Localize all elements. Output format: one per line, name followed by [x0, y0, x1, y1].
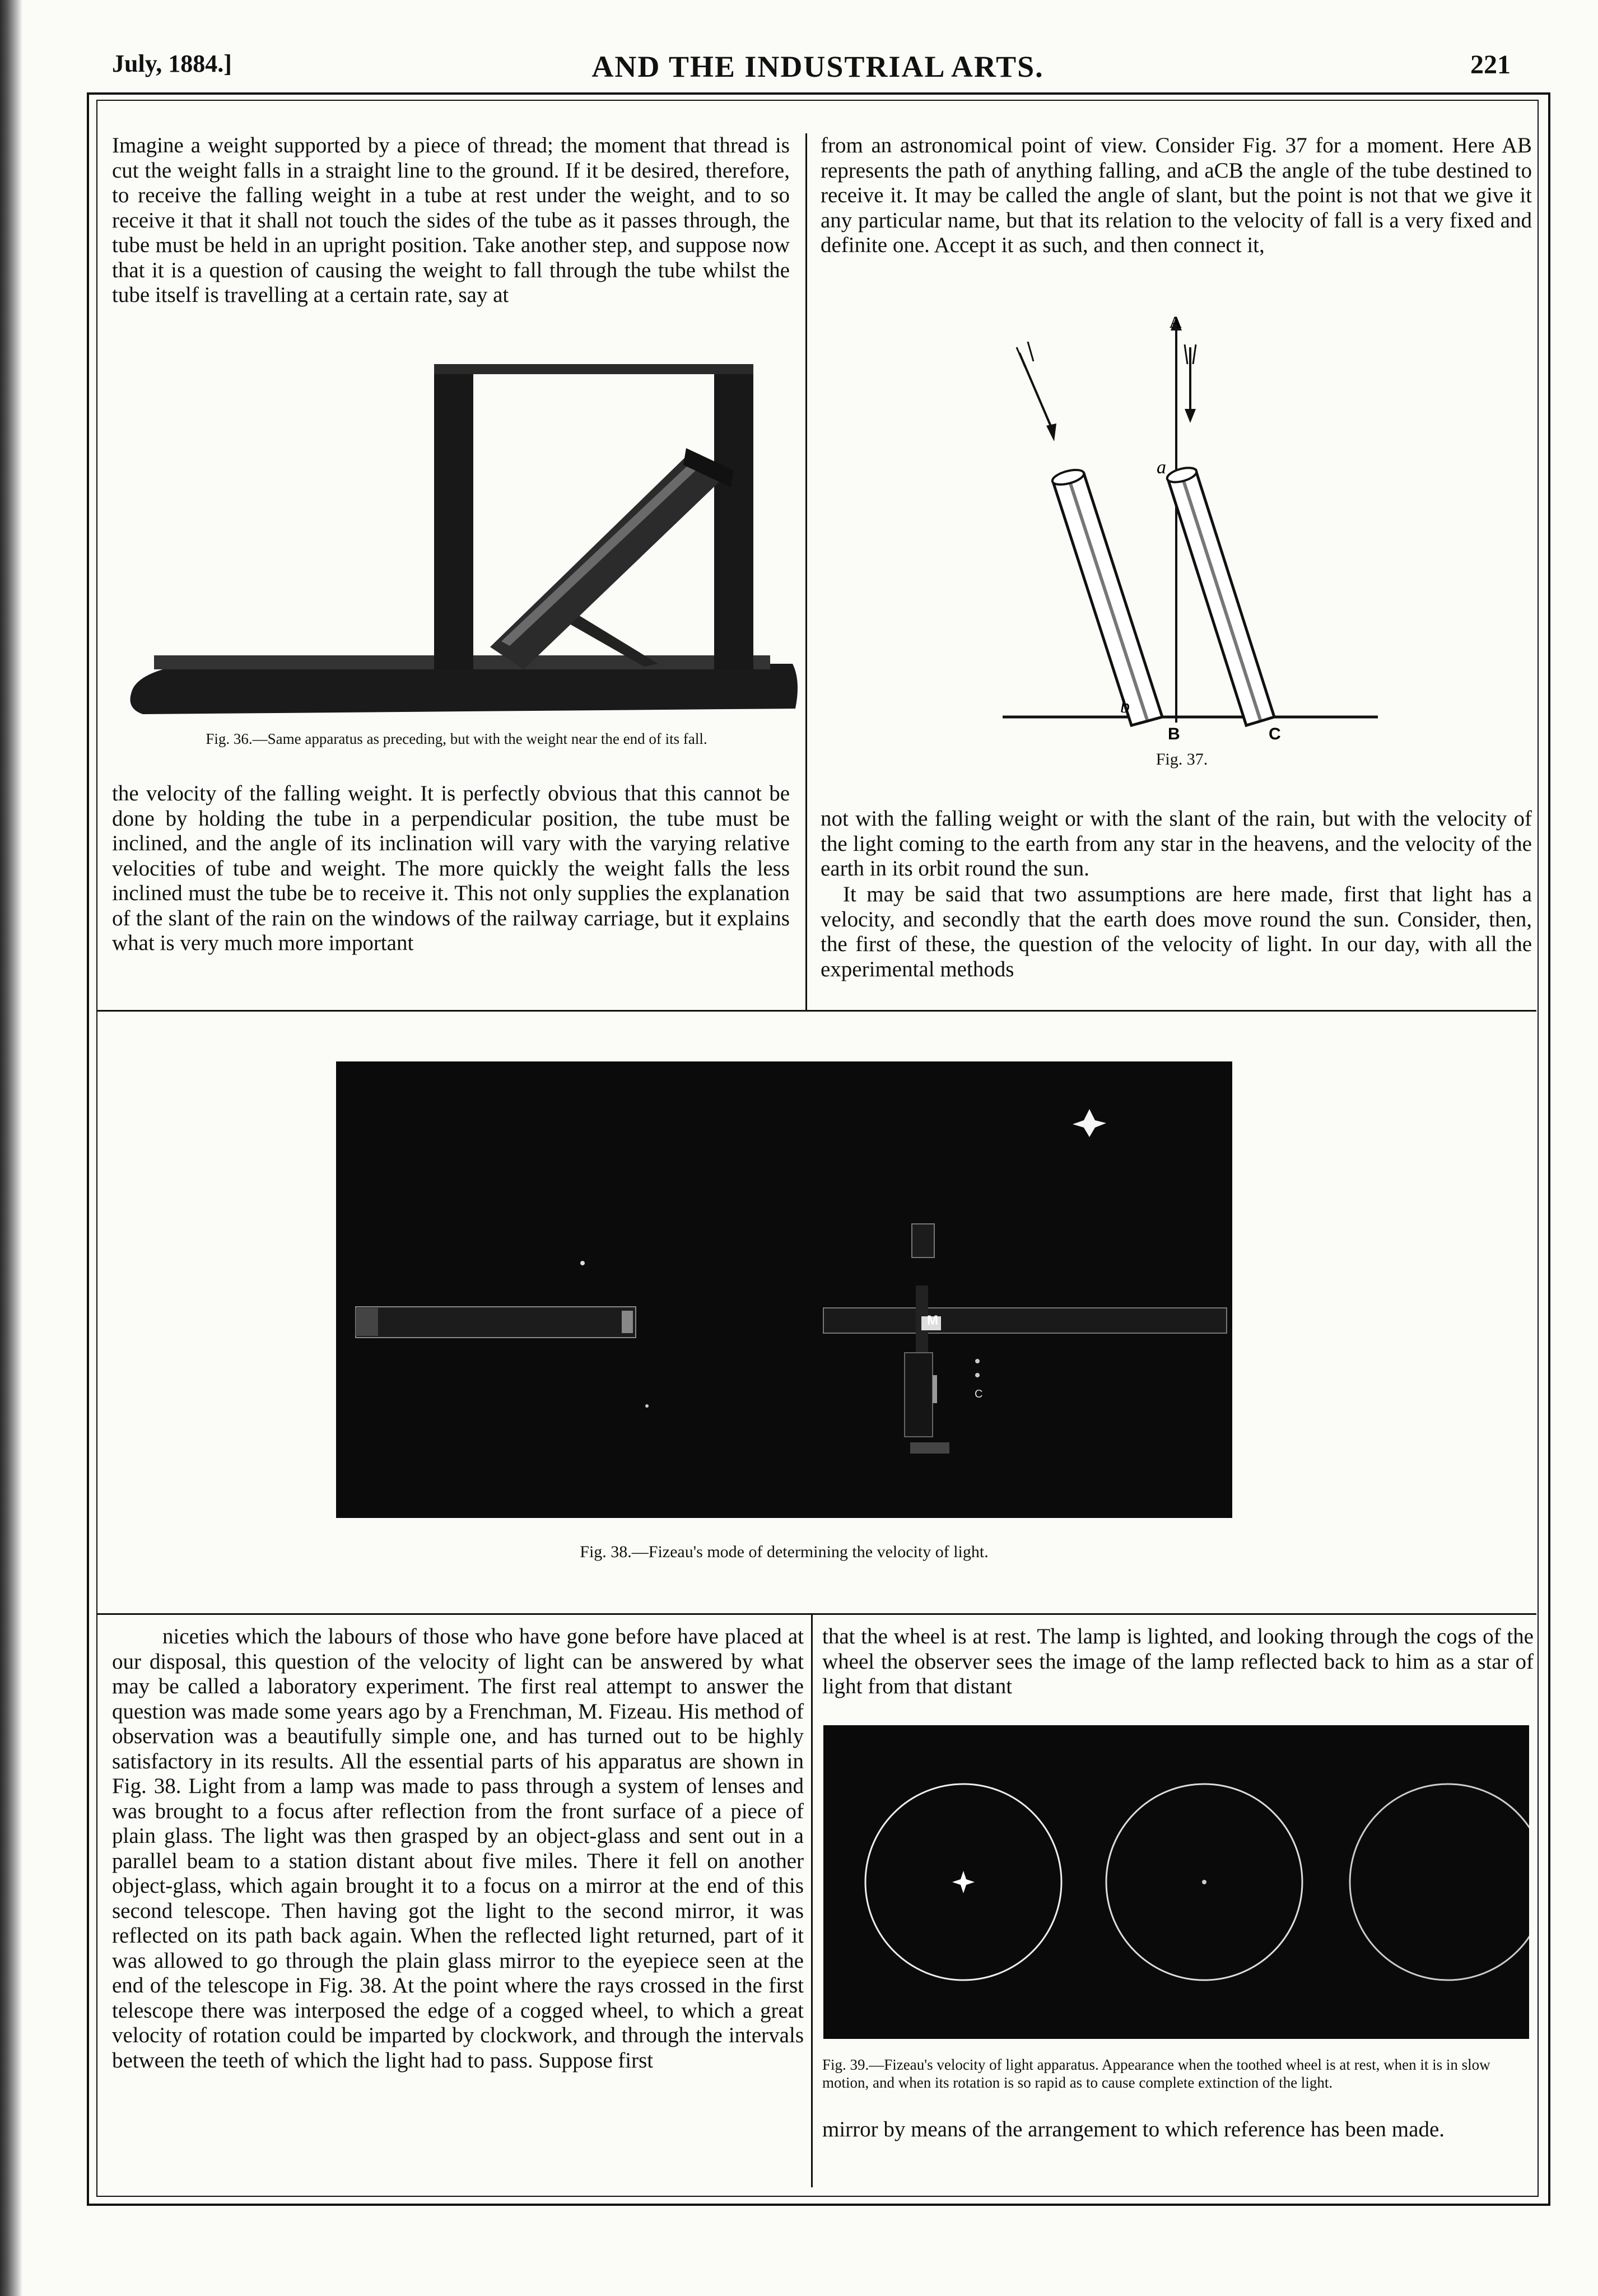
header-page-number: 221 — [1470, 50, 1511, 80]
section-rule-top — [96, 1010, 1536, 1012]
header-title: AND THE INDUSTRIAL ARTS. — [591, 50, 1044, 83]
fig37-caption: Fig. 37. — [1156, 750, 1208, 769]
col2-top-paragraph: from an astronomical point of view. Consider Fig. 37 for a moment. Here AB represents the path of anything falling, and aCB the angle of the tube destined to receive it. It may be called the angle of slant, but the point is not that we give it any particular name, but that its relation to the velocity of fall is a very fixed and definite one. Accept it as such, and then connect it, — [821, 133, 1532, 257]
col2-bottom-paragraph-top: that the wheel is at rest. The lamp is lighted, and looking through the cogs of the wheel the observer sees the image of the lamp reflected back to him as a star of light from that distant — [822, 1624, 1534, 1698]
fig37-label-b-lower: b — [1120, 696, 1130, 717]
fig37-label-a-lower: a — [1157, 457, 1166, 478]
header-date: July, 1884.] — [112, 50, 232, 77]
fig38-label-m: M — [927, 1313, 938, 1328]
fig36-caption: Fig. 36.—Same apparatus as preceding, but with the weight near the end of its fall. — [206, 730, 707, 747]
fig37-label-A-upper: A — [1170, 314, 1182, 332]
col2-mid-paragraph-1: not with the falling weight or with the slant of the rain, but with the velocity of the light coming to the earth from any star in the heavens, and the velocity of the earth in its orbit round the sun. — [821, 807, 1532, 881]
section-rule-bottom — [96, 1613, 1536, 1615]
col1-top-paragraph: Imagine a weight supported by a piece of thread; the moment that thread is cut the weight falls in a straight line to the ground. If it be desired, therefore, to receive the falling weight in a tube at rest under the weight, and to so receive it that it shall not touch the sides of the tube as it passes through, the tube must be held in an upright position. Take another step, and suppose now that it is a question of causing the weight to fall through the tube whilst the tube itself is travelling at a certain rate, say at — [112, 133, 790, 307]
fig39-photo — [823, 1725, 1529, 2039]
fig37-label-B-upper: B — [1168, 725, 1180, 743]
fig38-caption: Fig. 38.—Fizeau's mode of determining the velocity of light. — [580, 1543, 989, 1561]
fig37-label-C-upper: C — [1269, 725, 1281, 743]
fig38-photo — [336, 1061, 1232, 1518]
fig38-label-c: C — [975, 1388, 983, 1400]
column-rule-bottom — [811, 1613, 813, 2187]
column-rule-top — [805, 133, 807, 1010]
fig37-diagram — [986, 314, 1389, 751]
col1-bottom-paragraph: niceties which the labours of those who have gone before have placed at our disposal, this question of the velocity of light can be answered by what may be called a laboratory experiment. The first real attempt to answer the question was made some years ago by a Frenchman, M. Fizeau. His method of observation was a beautifully simple one, and has turned out to be highly satisfactory in its results. All the essential parts of his apparatus are shown in Fig. 38. Light from a lamp was made to pass through a system of lenses and was brought to a focus after reflection from the front surface of a piece of plain glass. The light was then grasped by an object-glass and sent out in a parallel beam to a station distant about five miles. There it fell on another object-glass, which again brought it to a focus on a mirror at the end of this second telescope. Then having got the light to the second mirror, it was reflected on its path back again. When the reflected light returned, part of it was allowed to go through the plain glass mirror to the eyepiece seen at the end of the telescope in Fig. 38. At the point where the rays crossed in the first telescope there was interposed the edge of a cogged wheel, to which a great velocity of rotation could be imparted by clockwork, and through the intervals between the teeth of which the light had to pass. Suppose first — [112, 1624, 804, 2073]
col2-bottom-paragraph-end: mirror by means of the arrangement to which reference has been made. — [822, 2117, 1445, 2141]
col2-mid-paragraph-2: It may be said that two assumptions are here made, first that light has a velocity, and secondly that the earth does move round the sun. Consider, then, the first of these, the question of the velocity of light. In our day, with all the experimental methods — [821, 882, 1532, 981]
book-binding-edge — [0, 0, 22, 2296]
col1-mid-paragraph: the velocity of the falling weight. It is perfectly obvious that this cannot be done by holding the tube in a perpendicular position, the tube must be inclined, and the angle of its inclination will vary with the varying relative velocities of tube and weight. The more quickly the weight falls the less inclined must the tube be to receive it. This not only supplies the explanation of the slant of the rain on the windows of the railway carriage, but it explains what is very much more important — [112, 781, 790, 955]
fig39-caption: Fig. 39.—Fizeau's velocity of light apparatus. Appearance when the toothed wheel is at rest, when it is in slow motion, and when its rotation is so rapid as to cause complete extinction of the light. — [822, 2056, 1490, 2091]
fig36-illustration — [120, 350, 804, 731]
